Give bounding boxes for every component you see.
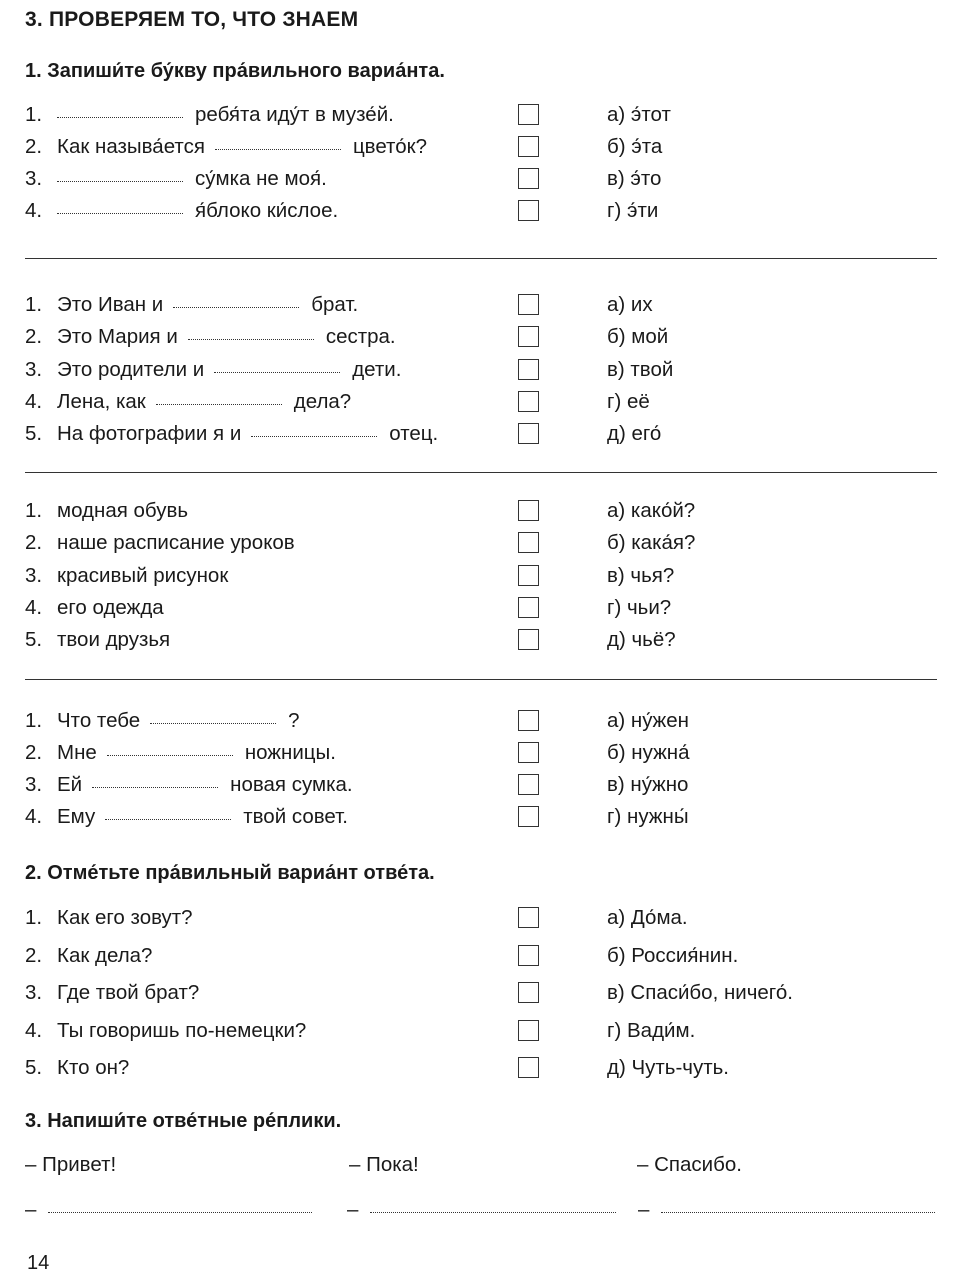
answer-checkbox[interactable] xyxy=(518,1057,539,1078)
answer-option: д) чьё? xyxy=(607,628,676,651)
page-title: 3. ПРОВЕРЯЕМ ТО, ЧТО ЗНАЕМ xyxy=(25,8,359,31)
item-text: его одежда xyxy=(57,596,164,619)
item-number: 5. xyxy=(25,422,43,445)
item-text: Ты говоришь по-немецки? xyxy=(57,1019,307,1042)
sentence-start: Это Мария и xyxy=(57,325,178,348)
task1-heading: 1. Запиши́те бу́кву пра́вильного вариа́нта. xyxy=(25,60,445,82)
exercise-row xyxy=(25,593,945,623)
answer-blank[interactable] xyxy=(57,180,183,182)
sentence-end: сестра. xyxy=(325,325,396,348)
item-text: модная обувь xyxy=(57,499,189,522)
item-sentence xyxy=(57,387,351,417)
answer-checkbox[interactable] xyxy=(518,597,539,618)
sentence-start: Мне xyxy=(57,741,97,764)
exercise-row xyxy=(25,196,945,226)
answer-checkbox[interactable] xyxy=(518,104,539,125)
sentence-end: ? xyxy=(288,709,300,732)
answer-blank[interactable] xyxy=(173,306,299,308)
answer-option: д) Чуть-чуть. xyxy=(607,1056,729,1079)
answer-checkbox[interactable] xyxy=(518,532,539,553)
item-sentence xyxy=(57,738,336,768)
task3-heading: 3. Напиши́те отве́тные ре́плики. xyxy=(25,1110,342,1132)
exercise-row xyxy=(25,387,945,417)
sentence-start: Это родители и xyxy=(57,358,205,381)
item-sentence xyxy=(57,770,353,800)
sentence-start: Как называ́ется xyxy=(57,135,205,158)
item-number: 2. xyxy=(25,325,43,348)
sentence-end: дела? xyxy=(293,390,352,413)
item-number: 5. xyxy=(25,1056,43,1079)
answer-blank[interactable] xyxy=(188,338,314,340)
answer-checkbox[interactable] xyxy=(518,423,539,444)
answer-checkbox[interactable] xyxy=(518,1020,539,1041)
answer-checkbox[interactable] xyxy=(518,136,539,157)
item-number: 4. xyxy=(25,199,43,222)
item-sentence xyxy=(57,802,348,832)
answer-option: а) их xyxy=(607,293,653,316)
answer-blank[interactable] xyxy=(107,754,233,756)
answer-checkbox[interactable] xyxy=(518,168,539,189)
answer-checkbox[interactable] xyxy=(518,200,539,221)
sentence-start: Лена, как xyxy=(57,390,146,413)
answer-blank[interactable] xyxy=(251,435,377,437)
item-sentence xyxy=(57,706,300,736)
answer-option: г) нужны́ xyxy=(607,805,689,828)
answer-option: б) мой xyxy=(607,325,669,348)
exercise-row xyxy=(25,164,945,194)
sentence-end: ребя́та иду́т в музе́й. xyxy=(195,103,394,126)
sentence-end: дети. xyxy=(352,358,402,381)
sentence-end: я́блоко ки́слое. xyxy=(195,199,339,222)
item-number: 2. xyxy=(25,741,43,764)
answer-blank[interactable] xyxy=(105,818,231,820)
item-text: красивый рисунок xyxy=(57,564,229,587)
item-number: 2. xyxy=(25,135,43,158)
item-sentence xyxy=(57,196,338,226)
exercise-row xyxy=(25,1016,945,1046)
answer-checkbox[interactable] xyxy=(518,982,539,1003)
item-number: 2. xyxy=(25,944,43,967)
sentence-start: Ему xyxy=(57,805,96,828)
item-sentence xyxy=(57,100,394,130)
answer-blank[interactable] xyxy=(57,212,183,214)
item-number: 4. xyxy=(25,596,43,619)
answer-blank[interactable] xyxy=(92,786,218,788)
answer-checkbox[interactable] xyxy=(518,359,539,380)
item-sentence xyxy=(57,290,358,320)
item-number: 5. xyxy=(25,628,43,651)
answer-checkbox[interactable] xyxy=(518,907,539,928)
item-text: Как дела? xyxy=(57,944,153,967)
sentence-end: отец. xyxy=(389,422,439,445)
answer-blank[interactable] xyxy=(370,1211,616,1213)
exercise-row xyxy=(25,706,945,736)
sentence-end: твой совет. xyxy=(243,805,348,828)
divider xyxy=(25,472,937,473)
item-number: 3. xyxy=(25,167,43,190)
item-number: 3. xyxy=(25,564,43,587)
sentence-end: брат. xyxy=(311,293,359,316)
item-number: 1. xyxy=(25,293,43,316)
answer-checkbox[interactable] xyxy=(518,945,539,966)
exercise-row xyxy=(25,625,945,655)
divider xyxy=(25,258,937,259)
answer-checkbox[interactable] xyxy=(518,294,539,315)
item-text: Как его зовут? xyxy=(57,906,193,929)
divider xyxy=(25,679,937,680)
answer-checkbox[interactable] xyxy=(518,774,539,795)
answer-option: г) чьи? xyxy=(607,596,672,619)
answer-blank[interactable] xyxy=(57,116,183,118)
task2-heading: 2. Отме́тьте пра́вильный вариа́нт отве́та. xyxy=(25,862,435,884)
exercise-row xyxy=(25,355,945,385)
exercise-row xyxy=(25,941,945,971)
exercise-row xyxy=(25,528,945,558)
item-number: 3. xyxy=(25,358,43,381)
answer-option: в) э́то xyxy=(607,167,662,190)
answer-option: а) э́тот xyxy=(607,103,671,126)
exercise-row xyxy=(25,419,945,449)
answer-option: в) чья? xyxy=(607,564,675,587)
sentence-end: новая сумка. xyxy=(230,773,353,796)
exercise-row xyxy=(25,496,945,526)
answer-option: а) ну́жен xyxy=(607,709,689,732)
page-number: 14 xyxy=(27,1252,50,1274)
item-number: 4. xyxy=(25,1019,43,1042)
item-text: Где твой брат? xyxy=(57,981,200,1004)
answer-checkbox[interactable] xyxy=(518,742,539,763)
exercise-row xyxy=(25,802,945,832)
item-number: 3. xyxy=(25,773,43,796)
exercise-row xyxy=(25,1053,945,1083)
answer-checkbox[interactable] xyxy=(518,806,539,827)
item-sentence xyxy=(57,322,396,352)
exercise-row xyxy=(25,290,945,320)
item-number: 4. xyxy=(25,805,43,828)
reply-answer-2[interactable] xyxy=(347,1198,616,1222)
answer-blank[interactable] xyxy=(48,1211,312,1213)
item-text: твои друзья xyxy=(57,628,171,651)
reply-answer-1[interactable] xyxy=(25,1198,312,1222)
answer-blank[interactable] xyxy=(661,1211,935,1213)
answer-checkbox[interactable] xyxy=(518,391,539,412)
exercise-row xyxy=(25,100,945,130)
answer-checkbox[interactable] xyxy=(518,500,539,521)
item-number: 1. xyxy=(25,103,43,126)
sentence-start: Ей xyxy=(57,773,83,796)
sentence-start: Что тебе xyxy=(57,709,141,732)
answer-option: в) ну́жно xyxy=(607,773,689,796)
item-number: 4. xyxy=(25,390,43,413)
reply-prompt-2: – Пока! xyxy=(349,1153,419,1176)
exercise-row xyxy=(25,903,945,933)
answer-checkbox[interactable] xyxy=(518,565,539,586)
answer-option: б) нужна́ xyxy=(607,741,690,764)
exercise-row xyxy=(25,132,945,162)
reply-answer-3[interactable] xyxy=(638,1198,935,1222)
exercise-row xyxy=(25,978,945,1008)
reply-dash: – xyxy=(25,1198,37,1221)
answer-option: б) Россия́нин. xyxy=(607,944,739,967)
exercise-row xyxy=(25,322,945,352)
exercise-row xyxy=(25,738,945,768)
reply-prompt-3: – Спасибо. xyxy=(637,1153,742,1176)
answer-checkbox[interactable] xyxy=(518,710,539,731)
exercise-row xyxy=(25,561,945,591)
answer-option: в) Спаси́бо, ничего́. xyxy=(607,981,793,1004)
answer-option: в) твой xyxy=(607,358,674,381)
answer-option: д) его́ xyxy=(607,422,662,445)
sentence-start: На фотографии я и xyxy=(57,422,242,445)
item-sentence xyxy=(57,132,427,162)
item-number: 2. xyxy=(25,531,43,554)
answer-option: б) э́та xyxy=(607,135,663,158)
answer-blank[interactable] xyxy=(214,371,340,373)
item-text: наше расписание уроков xyxy=(57,531,295,554)
answer-option: г) Вади́м. xyxy=(607,1019,696,1042)
answer-checkbox[interactable] xyxy=(518,326,539,347)
item-number: 3. xyxy=(25,981,43,1004)
item-number: 1. xyxy=(25,906,43,929)
reply-dash: – xyxy=(638,1198,650,1221)
item-number: 1. xyxy=(25,499,43,522)
answer-blank[interactable] xyxy=(150,722,276,724)
answer-checkbox[interactable] xyxy=(518,629,539,650)
answer-blank[interactable] xyxy=(156,403,282,405)
sentence-end: цвето́к? xyxy=(352,135,427,158)
answer-blank[interactable] xyxy=(215,148,341,150)
answer-option: б) кака́я? xyxy=(607,531,696,554)
item-number: 1. xyxy=(25,709,43,732)
answer-option: г) э́ти xyxy=(607,199,659,222)
sentence-start: Это Иван и xyxy=(57,293,164,316)
item-sentence xyxy=(57,164,327,194)
sentence-end: ножницы. xyxy=(244,741,336,764)
answer-option: а) како́й? xyxy=(607,499,696,522)
item-sentence xyxy=(57,355,401,385)
item-text: Кто он? xyxy=(57,1056,130,1079)
sentence-end: су́мка не моя́. xyxy=(195,167,327,190)
reply-dash: – xyxy=(347,1198,359,1221)
answer-option: г) её xyxy=(607,390,650,413)
answer-option: а) До́ма. xyxy=(607,906,688,929)
reply-prompt-1: – Привет! xyxy=(25,1153,117,1176)
item-sentence xyxy=(57,419,438,449)
exercise-row xyxy=(25,770,945,800)
